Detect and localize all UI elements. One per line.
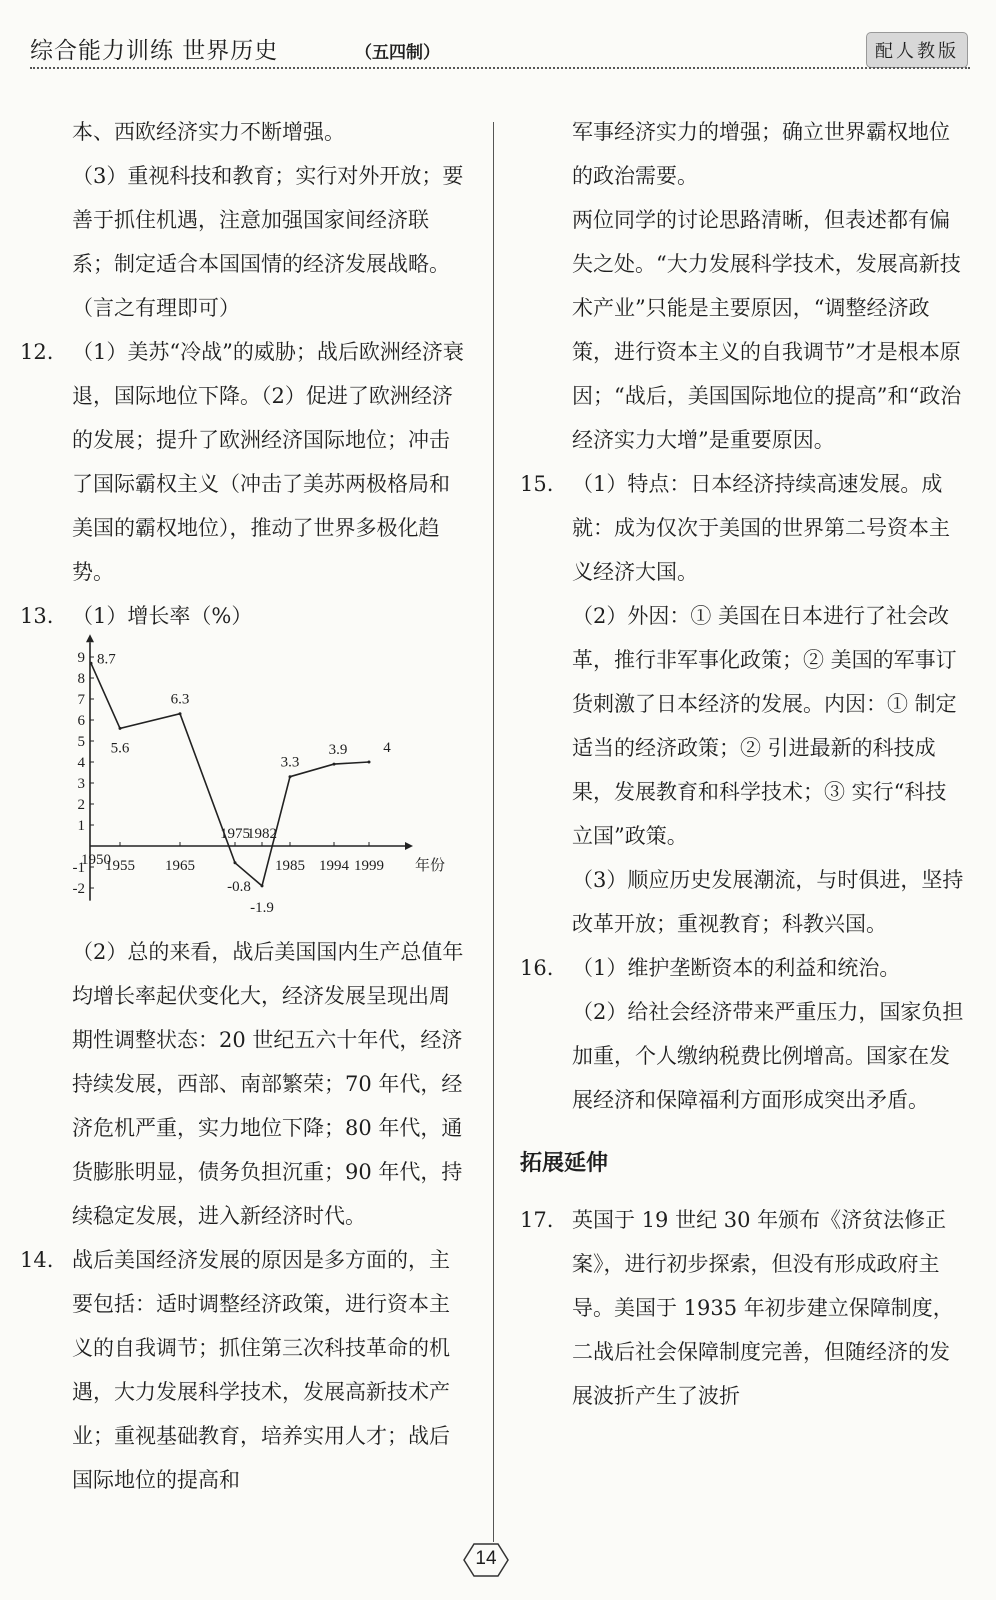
chart-heading: （1）增长率（%） (72, 604, 253, 628)
x-tick-label: 1982 (247, 826, 277, 842)
data-label: -0.8 (227, 878, 251, 895)
data-point (289, 775, 292, 778)
question-number: 12. (20, 340, 54, 364)
y-tick-label: 8 (77, 671, 85, 687)
answer-text: 军事经济实力的增强；确立世界霸权地位的政治需要。 (572, 120, 950, 188)
answer-text: 两位同学的讨论思路清晰，但表述都有偏失之处。“大力发展科学技术，发展高新技术产业”只能是主要原因，“调整经济政策，进行资本主义的自我调节”才是根本原因；“战后，美国国际地位的提高”和“政治经济实力大增”是重要原因。 (572, 208, 962, 452)
question-number: 17. (520, 1208, 554, 1232)
y-tick-label: 3 (77, 776, 85, 792)
data-point (333, 763, 336, 766)
page-header (30, 24, 980, 70)
data-point (179, 712, 182, 715)
x-tick-label: 1994 (319, 858, 349, 874)
question-number: 14. (20, 1248, 54, 1272)
data-label: 6.3 (170, 691, 190, 708)
x-axis-arrow (405, 842, 413, 850)
data-point (368, 761, 371, 764)
data-label: -1.9 (250, 899, 274, 916)
header-divider (30, 67, 970, 69)
answer-text: （3）顺应历史发展潮流，与时俱进，坚持改革开放；重视教育；科教兴国。 (572, 868, 964, 936)
question-14 (20, 1238, 470, 1502)
y-tick-label: -1 (72, 860, 85, 876)
answer-text: （1）维护垄断资本的利益和统治。 (572, 956, 901, 980)
growth-rate-chart-svg (20, 640, 446, 930)
data-point (234, 861, 237, 864)
answer-text: 英国于 19 世纪 30 年颁布《济贫法修正案》，进行初步探索，但没有形成政府主导。美国于 1935 年初步建立保障制度，二战后社会保障制度完善，但随经济的发展波折产生了波折 (572, 1208, 954, 1408)
data-point (119, 727, 122, 730)
y-tick-label: 5 (77, 734, 85, 750)
y-tick-label: -2 (72, 881, 85, 897)
x-tick-label: 1950 (81, 852, 111, 868)
x-tick-label: 1999 (354, 858, 384, 874)
y-tick-label: 6 (77, 713, 85, 729)
column-divider (493, 122, 494, 1542)
question-number: 15. (520, 472, 554, 496)
question-12 (20, 330, 470, 594)
question-number: 16. (520, 956, 554, 980)
x-tick-label: 1985 (275, 858, 305, 874)
answer-text: 本、西欧经济实力不断增强。 (72, 120, 345, 144)
page-number (458, 1540, 514, 1580)
question-15 (520, 462, 965, 594)
data-label: 8.7 (97, 651, 116, 668)
y-tick-label: 4 (77, 755, 85, 771)
page-number-text: 14 (475, 1548, 497, 1569)
answer-text: （2）总的来看，战后美国国内生产总值年均增长率起伏变化大，经济发展呈现出周期性调整状态：20 世纪五六十年代，经济持续发展，西部、南部繁荣；70 年代，经济危机严重，实力地位下降；80 年代，通货膨胀明显，债务负担沉重；90 年代，持续稳定发展，进入新经济时代。 (72, 940, 464, 1228)
data-point (90, 662, 93, 665)
right-column (520, 110, 965, 1418)
answer-text: （1）美苏“冷战”的威胁；战后欧洲经济衰退，国际地位下降。（2）促进了欧洲经济的发展；提升了欧洲经济国际地位；冲击了国际霸权主义（冲击了美苏两极格局和美国的霸权地位），推动了世界多极化趋势。 (72, 340, 464, 584)
answer-text: （1）特点：日本经济持续高速发展。成就：成为仅次于美国的世界第二号资本主义经济大国。 (572, 472, 950, 584)
data-label: 3.3 (280, 754, 300, 771)
book-title: 综合能力训练 世界历史 (30, 38, 279, 64)
edition-badge: 配人教版 (866, 32, 968, 68)
data-point (261, 884, 264, 887)
y-tick-label: 2 (77, 797, 85, 813)
data-label: 4 (383, 740, 391, 756)
answer-text: （2）外因：① 美国在日本进行了社会改革，推行非军事化政策；② 美国的军事订货刺激了日本经济的发展。内因：① 制定适当的经济政策；② 引进最新的科技成果，发展教育和科学技术；③ 实行“科技立国”政策。 (572, 604, 957, 848)
question-17 (520, 1198, 965, 1418)
answer-text: 战后美国经济发展的原因是多方面的，主要包括：适时调整经济政策，进行资本主义的自我调节；抓住第三次科技革命的机遇，大力发展科学技术，发展高新技术产业；重视基础教育，培养实用人才；战后国际地位的提高和 (72, 1248, 450, 1492)
data-label: 5.6 (110, 740, 130, 757)
left-column (20, 110, 470, 1502)
answer-text: （2）给社会经济带来严重压力，国家负担加重，个人缴纳税费比例增高。国家在发展经济和保障福利方面形成突出矛盾。 (572, 1000, 964, 1112)
data-label: 3.9 (328, 742, 348, 759)
question-16 (520, 946, 965, 990)
growth-rate-chart (20, 640, 446, 930)
x-axis-label: 年份 (415, 858, 446, 874)
answer-text: （3）重视科技和教育；实行对外开放；要善于抓住机遇，注意加强国家间经济联系；制定适合本国国情的经济发展战略。（言之有理即可） (72, 164, 464, 320)
book-edition: （五四制） (355, 43, 440, 63)
section-heading: 拓展延伸 (520, 1151, 609, 1176)
question-number: 13. (20, 604, 54, 628)
y-tick-label: 9 (77, 650, 85, 666)
data-line (91, 663, 369, 886)
x-tick-label: 1975 (220, 826, 250, 842)
question-13 (20, 594, 470, 638)
y-tick-label: 7 (77, 692, 85, 708)
x-tick-label: 1965 (165, 858, 195, 874)
x-tick-label: 1955 (105, 858, 135, 874)
y-tick-label: 1 (77, 818, 85, 834)
